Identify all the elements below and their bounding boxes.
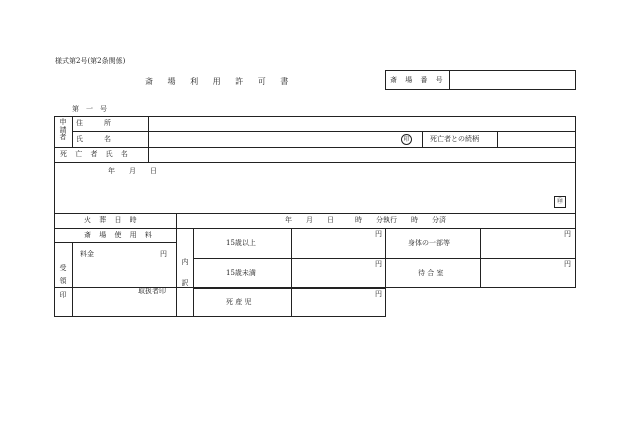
handler-seal-label: 取扱者印 bbox=[138, 287, 166, 295]
charge-label: 料金 bbox=[80, 250, 94, 258]
address-label: 住 所 bbox=[76, 119, 111, 127]
waiting-room-yen: 円 bbox=[564, 260, 571, 268]
adult-fee-field[interactable] bbox=[293, 230, 373, 256]
applicant-name-field[interactable] bbox=[150, 133, 398, 145]
document-number-label: 第 一 号 bbox=[72, 105, 107, 113]
stillborn-fee-field[interactable] bbox=[293, 290, 373, 314]
breakdown-row-label: 15歳未満 bbox=[226, 269, 256, 277]
body-part-label: 身体の一部等 bbox=[408, 239, 450, 247]
relation-field[interactable] bbox=[499, 133, 574, 145]
deceased-name-label: 死 亡 者 氏 名 bbox=[60, 150, 131, 158]
breakdown-row-label: 15歳以上 bbox=[226, 239, 256, 247]
applicant-seal-mark: 印 bbox=[401, 134, 412, 145]
official-stamp-mark: ㊞ bbox=[554, 196, 566, 208]
cremation-label: 火 葬 日 時 bbox=[84, 216, 140, 224]
hall-number-label: 斎 場 番 号 bbox=[390, 76, 446, 84]
breakdown-row-yen: 円 bbox=[375, 290, 382, 298]
form-number-label: 様式第2号(第2条関係) bbox=[55, 57, 126, 65]
form-title: 斎 場 利 用 許 可 書 bbox=[145, 77, 295, 86]
address-field[interactable] bbox=[150, 118, 574, 130]
fee-label: 斎 場 使 用 料 bbox=[84, 231, 155, 239]
relation-label: 死亡者との続柄 bbox=[430, 135, 479, 143]
waiting-room-fee-field[interactable] bbox=[482, 260, 562, 286]
cremation-datetime: 年 月 日 時 分執行 時 分済 bbox=[285, 216, 446, 224]
child-fee-field[interactable] bbox=[293, 260, 373, 286]
receipt-seal-label: 受 領 印 bbox=[59, 264, 67, 299]
deceased-name-field[interactable] bbox=[150, 149, 574, 161]
issue-date: 年 月 日 bbox=[108, 167, 157, 175]
hall-number-field[interactable] bbox=[451, 72, 573, 88]
charge-yen: 円 bbox=[160, 250, 167, 258]
body-part-fee-field[interactable] bbox=[482, 230, 562, 256]
applicant-group-label: 申 請 者 bbox=[59, 118, 67, 142]
breakdown-row-yen: 円 bbox=[375, 230, 382, 238]
waiting-room-label: 待 合 室 bbox=[418, 269, 444, 277]
breakdown-label: 内 訳 bbox=[181, 258, 189, 287]
breakdown-row-label: 死 産 児 bbox=[226, 298, 252, 306]
applicant-name-label: 氏 名 bbox=[76, 135, 111, 143]
breakdown-row-yen: 円 bbox=[375, 260, 382, 268]
body-part-yen: 円 bbox=[564, 230, 571, 238]
